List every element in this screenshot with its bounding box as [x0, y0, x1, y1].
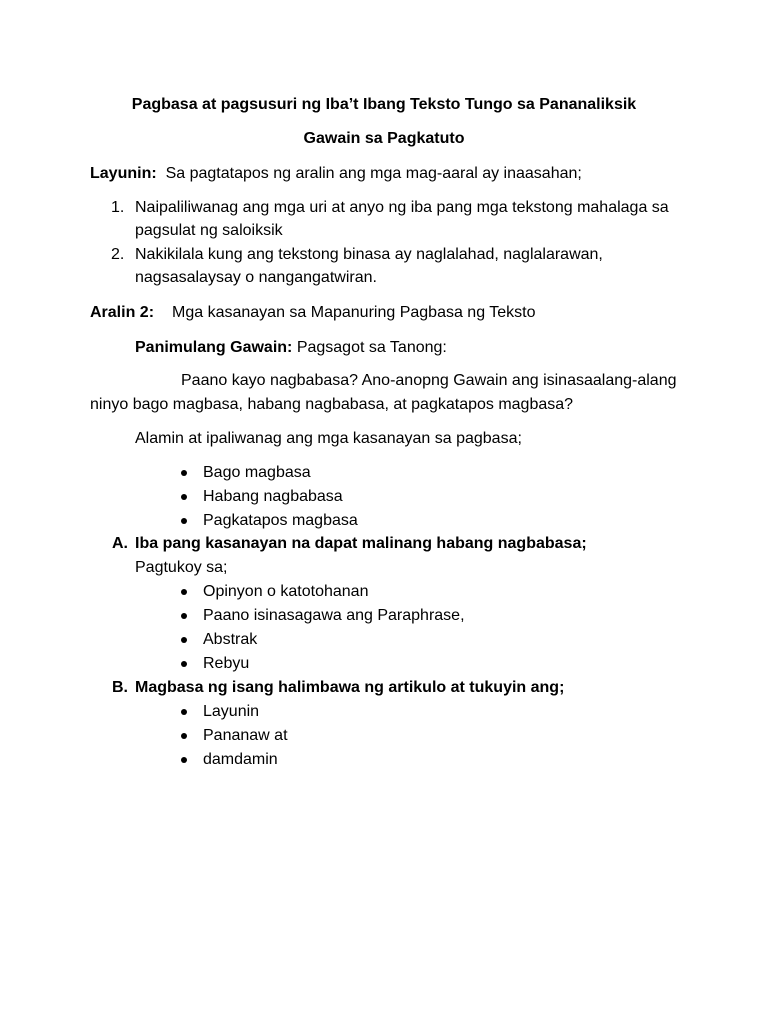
layunin-label: Layunin:	[90, 165, 157, 182]
section-a-letter: A.	[112, 535, 128, 552]
bullet-icon	[181, 733, 187, 739]
bullet-icon	[181, 637, 187, 643]
document-title: Pagbasa at pagsusuri ng Iba’t Ibang Teksto Tungo sa Pananaliksik	[131, 96, 637, 113]
list-item: Abstrak	[203, 631, 258, 648]
objective-number: 1.	[111, 199, 125, 216]
alamin-text: Alamin at ipaliwanag ang mga kasanayan sa pagbasa;	[135, 430, 522, 447]
section-b-letter: B.	[112, 679, 128, 696]
list-item: Rebyu	[203, 655, 250, 672]
document-subtitle: Gawain sa Pagkatuto	[303, 130, 465, 147]
aralin-label: Aralin 2:	[90, 304, 155, 321]
bullet-icon	[181, 709, 187, 715]
list-item: Paano isinasagawa ang Paraphrase,	[203, 607, 465, 624]
panimula-text: Pagsagot sa Tanong:	[296, 339, 447, 356]
bullet-icon	[181, 757, 187, 763]
objective-text-continued: nagsasalaysay o nangangatwiran.	[135, 269, 377, 286]
list-item: Opinyon o katotohanan	[203, 583, 369, 600]
list-item: Pananaw at	[203, 727, 288, 744]
list-item: damdamin	[203, 751, 278, 768]
section-a-intro: Pagtukoy sa;	[135, 559, 228, 576]
objective-text: Nakikilala kung ang tekstong binasa ay naglalahad, naglalarawan,	[135, 246, 603, 263]
panimula-line	[135, 336, 447, 360]
panimula-label: Panimulang Gawain:	[135, 339, 293, 356]
layunin-line	[90, 162, 582, 186]
question-text: Paano kayo nagbabasa? Ano-anopng Gawain ang isinasaalang-alang	[181, 372, 677, 389]
objective-text: Naipaliliwanag ang mga uri at anyo ng iba pang mga tekstong mahalaga sa	[135, 199, 669, 216]
bullet-icon	[181, 518, 187, 524]
bullet-icon	[181, 613, 187, 619]
bullet-icon	[181, 470, 187, 476]
question-text-continued: ninyo bago magbasa, habang nagbabasa, at pagkatapos magbasa?	[90, 396, 574, 413]
section-b-heading: Magbasa ng isang halimbawa ng artikulo at tukuyin ang;	[135, 679, 565, 696]
list-item: Bago magbasa	[203, 464, 311, 481]
bullet-icon	[181, 494, 187, 500]
list-item: Habang nagbabasa	[203, 488, 343, 505]
objective-number: 2.	[111, 246, 125, 263]
objective-text-continued: pagsulat ng saloiksik	[135, 222, 283, 239]
bullet-icon	[181, 589, 187, 595]
section-a-heading: Iba pang kasanayan na dapat malinang habang nagbabasa;	[135, 535, 587, 552]
list-item: Layunin	[203, 703, 260, 720]
list-item: Pagkatapos magbasa	[203, 512, 358, 529]
layunin-text: Sa pagtatapos ng aralin ang mga mag-aaral ay inaasahan;	[165, 165, 582, 182]
aralin-text: Mga kasanayan sa Mapanuring Pagbasa ng Teksto	[172, 304, 536, 321]
bullet-icon	[181, 661, 187, 667]
